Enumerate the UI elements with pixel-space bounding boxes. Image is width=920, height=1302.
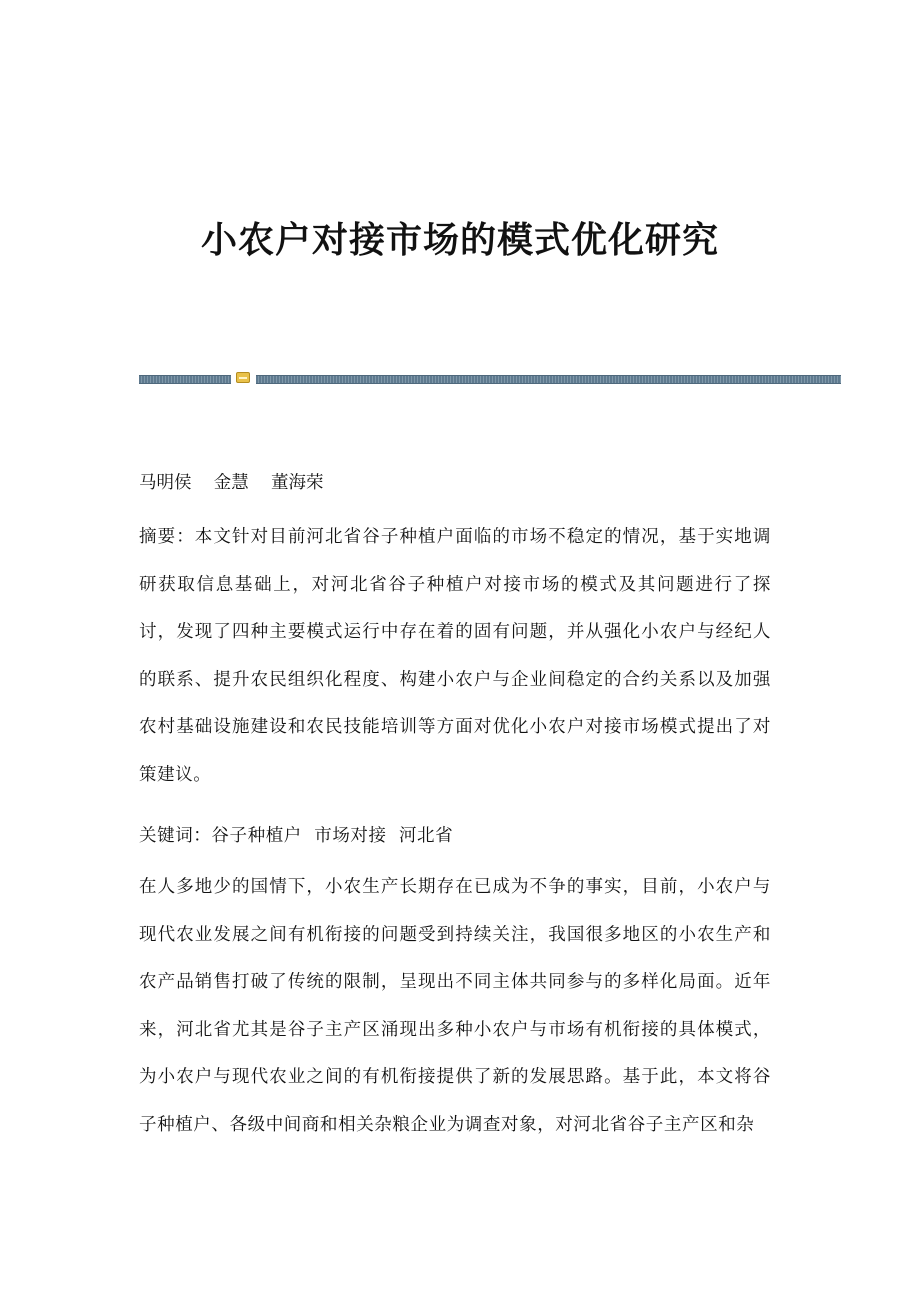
title-divider (139, 372, 841, 384)
authors-line: 马明侯 金慧 董海荣 (139, 473, 324, 493)
divider-emblem-icon (236, 372, 250, 383)
divider-bar-right (256, 375, 841, 384)
keywords-line: 关键词：谷子种植户 市场对接 河北省 (139, 826, 454, 846)
divider-bar-left (139, 375, 231, 384)
abstract-paragraph: 摘要：本文针对目前河北省谷子种植户面临的市场不稳定的情况，基于实地调研获取信息基础上，对河北省谷子种植户对接市场的模式及其问题进行了探讨，发现了四种主要模式运行中存在着的固有问题，并从强化小农户与经纪人的联系、提升农民组织化程度、构建小农户与企业间稳定的合约关系以及加强农村基础设施建设和农民技能培训等方面对优化小农户对接市场模式提出了对策建议。 (139, 527, 771, 785)
document-title: 小农户对接市场的模式优化研究 (200, 219, 719, 261)
body-paragraph: 在人多地少的国情下，小农生产长期存在已成为不争的事实，目前，小农户与现代农业发展之间有机衔接的问题受到持续关注，我国很多地区的小农生产和农产品销售打破了传统的限制，呈现出不同主体共同参与的多样化局面。近年来，河北省尤其是谷子主产区涌现出多种小农户与市场有机衔接的具体模式，为小农户与现代农业之间的有机衔接提供了新的发展思路。基于此，本文将谷子种植户、各级中间商和相关杂粮企业为调查对象，对河北省谷子主产区和杂 (139, 877, 771, 1135)
